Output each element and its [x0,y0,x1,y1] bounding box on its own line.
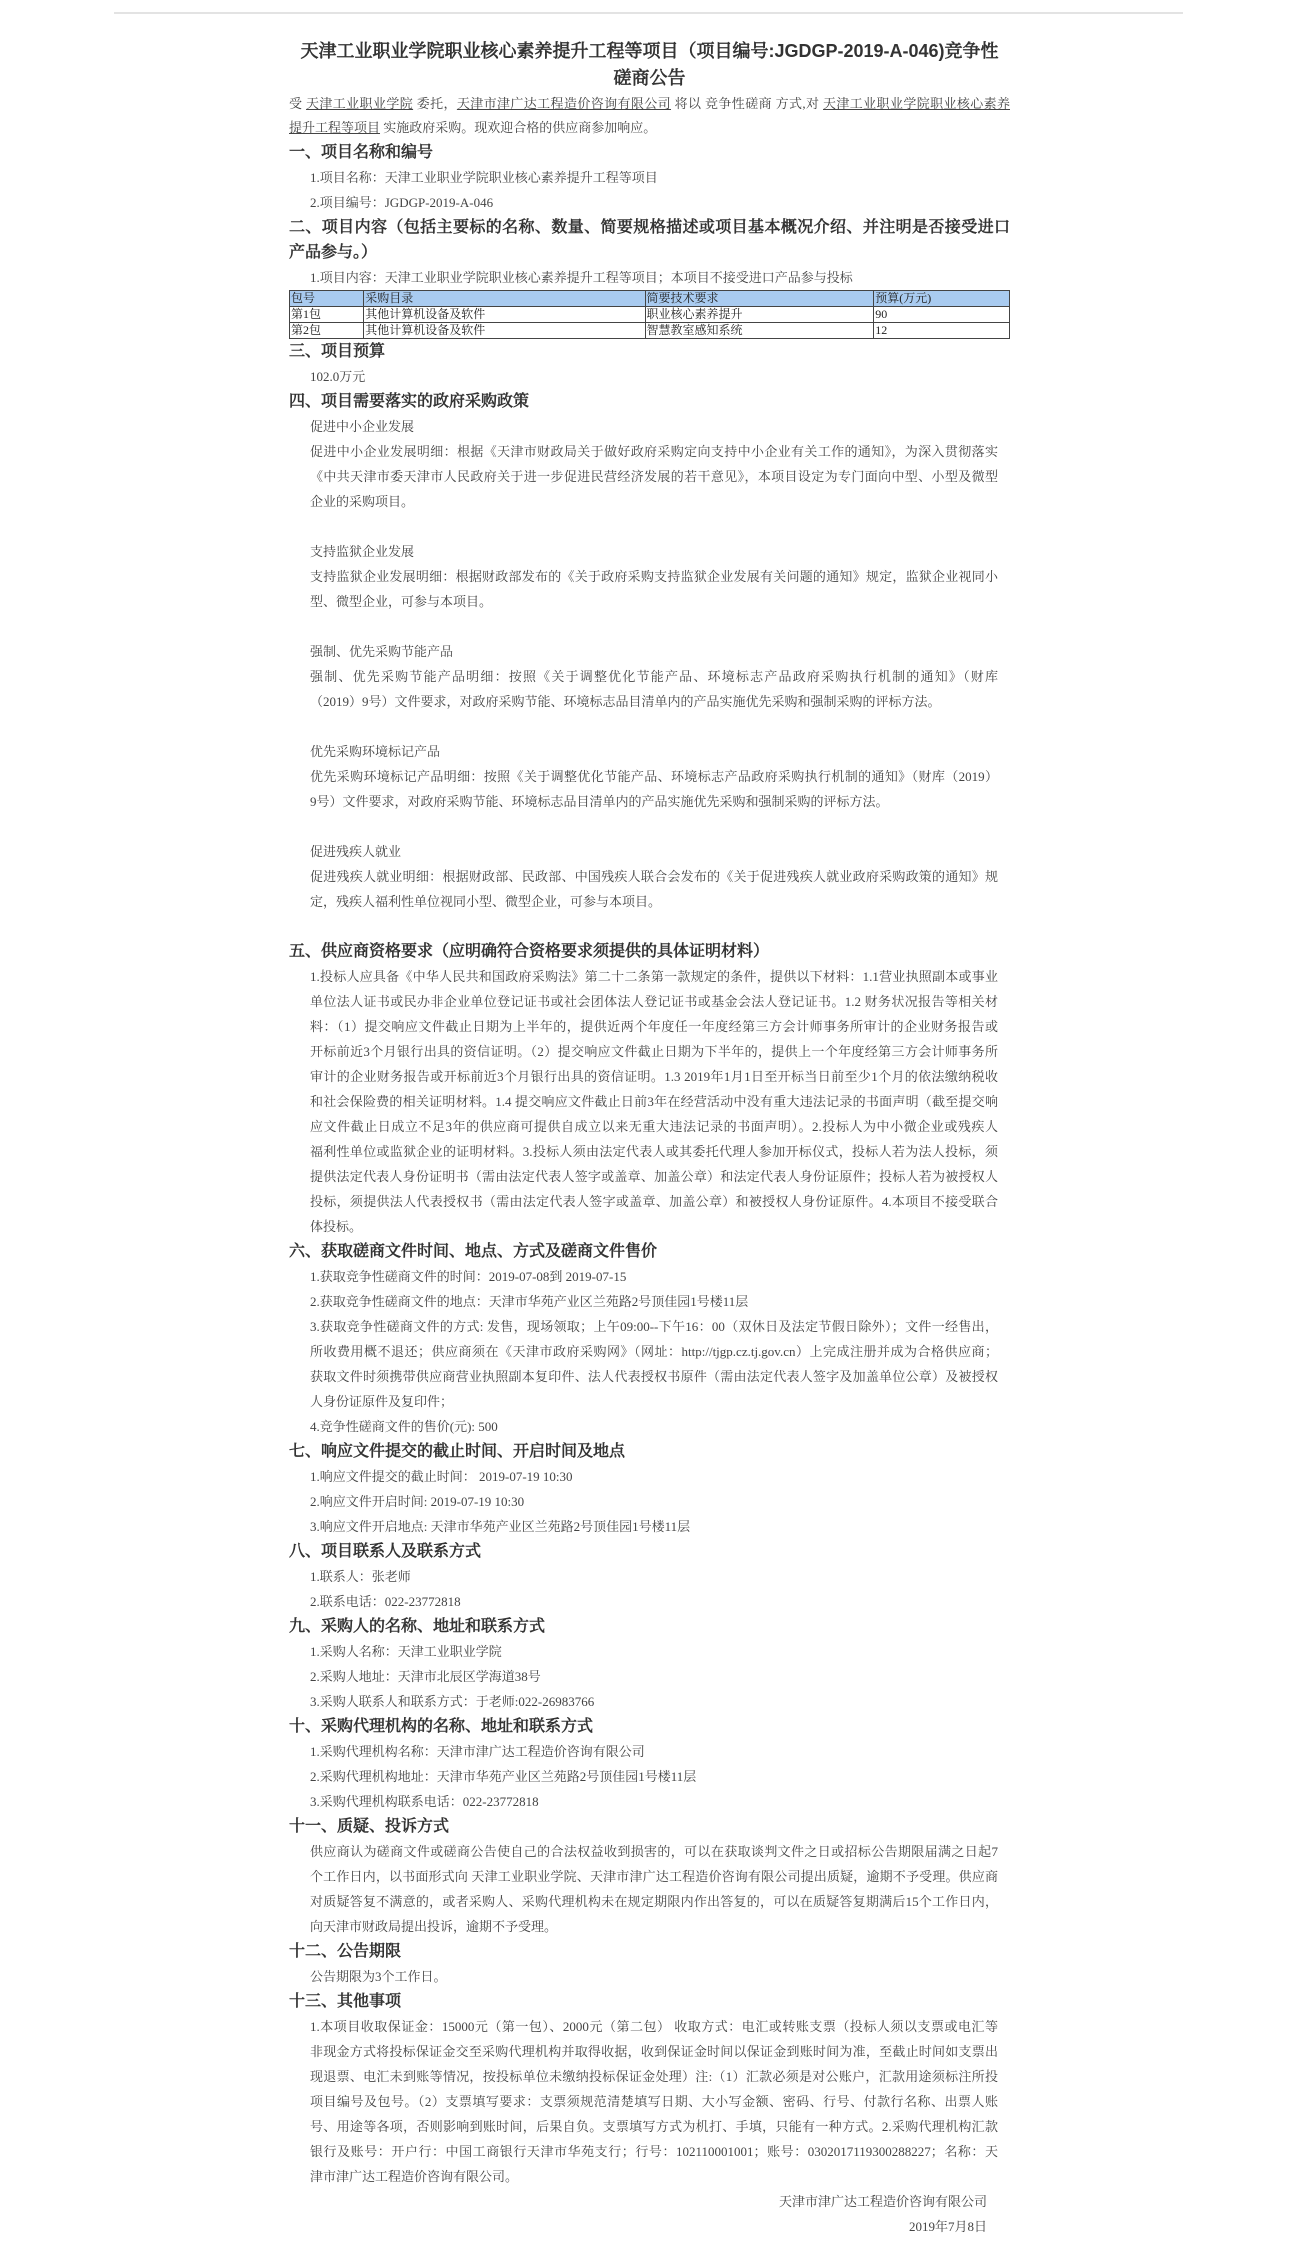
heading-line: 八、项目联系人及联系方式 [289,1543,482,1560]
paragraph [289,2014,1010,2189]
intro-paragraph [289,92,1010,140]
text-line: 9号）文件要求，对政府采购节能、环境标志品目清单内的产品实施优先采购和强制采购的评标方法。 [310,794,889,809]
paragraph [289,364,1010,389]
paragraph [289,1264,1010,1289]
paragraph [289,190,1010,215]
text-line: 支持监狱企业发展明细：根据财政部发布的《关于政府采购支持监狱企业发展有关问题的通知》规定，监狱企业视同小 [310,569,998,584]
paragraph [289,964,1010,1239]
intro-entrust: 委托， [416,96,457,111]
cell-requirements: 职业核心素养提升 [645,307,874,323]
column-header-budget: 预算(万元) [874,291,1010,307]
column-header-package: 包号 [290,291,364,307]
policy-block [289,539,1010,614]
text-line: 强制、优先采购节能产品明细：按照《关于调整优化节能产品、环境标志产品政府采购执行机制的通知》（财库 [310,669,998,684]
text-line: 定，残疾人福利性单位视同小型、微型企业，可参与本项目。 [310,894,662,909]
text-line: 1.采购代理机构名称：天津市津广达工程造价咨询有限公司 [310,1744,645,1759]
heading-line: 四、项目需要落实的政府采购政策 [289,393,530,410]
text-line: 2.响应文件开启时间: 2019-07-19 10:30 [310,1494,525,1509]
policy-title: 促进残疾人就业 [310,844,402,859]
intro-line [289,116,1010,140]
section-heading [289,1439,1010,1464]
heading-line: 十二、公告期限 [289,1943,402,1960]
text-line: 3.采购人联系人和联系方式：于老师:022-26983766 [310,1694,595,1709]
paragraph [289,1414,1010,1439]
text-line: 号、用途等各项，否则影响到账时间，后果自负。支票填写方式为机打、手填，只能有一种方式。2.采购代理机构汇款 [310,2119,998,2134]
section-deadline [289,1439,1010,1539]
text-line: 供应商认为磋商文件或磋商公告使自己的合法权益收到损害的，可以在获取谈判文件之日或招标公告期限届满之日起7 [310,1844,998,1859]
text-line: 1.项目名称：天津工业职业学院职业核心素养提升工程等项目 [310,170,658,185]
text-line: 提供法定代表人身份证明书（需由法定代表人签字或盖章、加盖公章）和法定代表人身份证原件；投标人若为被授权人 [310,1169,998,1184]
heading-line: 十、采购代理机构的名称、地址和联系方式 [289,1718,594,1735]
cell-catalog: 其他计算机设备及软件 [364,307,645,323]
cell-requirements: 智慧教室感知系统 [645,323,874,339]
heading-line: 产品参与。） [289,244,378,261]
text-line: 1.联系人：张老师 [310,1569,411,1584]
paragraph [289,1314,1010,1414]
text-line: 3.采购代理机构联系电话：022-23772818 [310,1794,539,1809]
section-project-contact [289,1539,1010,1614]
section-complaints [289,1814,1010,1939]
section-heading [289,1239,1010,1264]
text-line: 和社会保险费的相关证明材料。1.4 提交响应文件截止日前3年在经营活动中没有重大违法记录的书面声明（截至提交响 [310,1094,998,1109]
text-line: 型、微型企业，可参与本项目。 [310,594,493,609]
text-line: 1.采购人名称：天津工业职业学院 [310,1644,502,1659]
section-agency [289,1714,1010,1814]
package-table [289,290,1010,339]
text-line: 促进残疾人就业明细：根据财政部、民政部、中国残疾人联合会发布的《关于促进残疾人就业政府采购政策的通知》规 [310,869,998,884]
section-heading [289,389,1010,414]
text-line: 审计的企业财务报告或开标前近3个月银行出具的资信证明。1.3 2019年1月1日至开标当日前至少1个月的依法缴纳税收 [310,1069,998,1084]
text-line: 单位法人证书或民办非企业单位登记证书或社会团体法人登记证书或基金会法人登记证书。1.2 财务状况报告等相关材 [310,994,998,1009]
paragraph [289,1764,1010,1789]
text-line: 项目编号及包号。（2）支票填写要求：支票须规范清楚填写日期、大小写金额、密码、行号、付款行名称、出票人账 [310,2094,998,2109]
cell-catalog: 其他计算机设备及软件 [364,323,645,339]
agency-name: 天津市津广达工程造价咨询有限公司 [456,96,671,111]
text-line: 2.项目编号：JGDGP-2019-A-046 [310,195,494,210]
text-line: 4.竞争性磋商文件的售价(元): 500 [310,1419,498,1434]
table-row [290,323,1010,339]
policy-block [289,414,1010,514]
intro-manner: 方式,对 [775,96,820,111]
text-line: 1.本项目收取保证金：15000元（第一包）、2000元（第二包） 收取方式：电汇或转账支票（投标人须以支票或电汇等 [310,2019,998,2034]
text-line: 银行及账号：开户行：中国工商银行天津市华苑支行；行号：102110001001；账号：0302017119300288227；名称：天 [310,2144,998,2159]
text-line: 促进中小企业发展明细：根据《天津市财政局关于做好政府采购定向支持中小企业有关工作的通知》，为深入贯彻落实 [310,444,998,459]
policy-title: 支持监狱企业发展 [310,544,415,559]
text-line: 3.响应文件开启地点: 天津市华苑产业区兰苑路2号顶佳园1号楼11层 [310,1519,691,1534]
intro-line [289,92,1010,116]
policy-block [289,839,1010,914]
section-other-matters [289,1989,1010,2189]
text-line: 获取文件时须携带供应商营业执照副本复印件、法人代表授权书原件（需由法定代表人签字及加盖单位公章）及被授权 [310,1369,998,1384]
cell-package: 第2包 [290,323,364,339]
text-line: 向天津市财政局提出投诉，逾期不予受理。 [310,1919,558,1934]
text-line: 《中共天津市委天津市人民政府关于进一步促进民营经济发展的若干意见》，本项目设定为专门面向中型、小型及微型 [310,469,998,484]
text-line: 料：（1）提交响应文件截止日期为上半年的，提供近两个年度任一年度经第三方会计师事务所审计的企业财务报告或 [310,1019,998,1034]
title-line: 天津工业职业学院职业核心素养提升工程等项目（项目编号:JGDGP-2019-A-046)竞争性 [300,41,999,61]
text-line: 1.投标人应具备《中华人民共和国政府采购法》第二十二条第一款规定的条件，提供以下材料：1.1营业执照副本或事业 [310,969,998,984]
text-line: 1.项目内容：天津工业职业学院职业核心素养提升工程等项目；本项目不接受进口产品参与投标 [310,270,853,285]
heading-line: 二、项目内容（包括主要标的名称、数量、简要规格描述或项目基本概况介绍、并注明是否接受进口 [289,219,1010,236]
section-project-name [289,140,1010,215]
text-line: 1.获取竞争性磋商文件的时间：2019-07-08到 2019-07-15 [310,1269,627,1284]
title-line: 磋商公告 [613,68,686,88]
section-heading [289,140,1010,165]
paragraph [289,1689,1010,1714]
section-obtain-documents [289,1239,1010,1439]
paragraph [289,1639,1010,1664]
text-line: 津市津广达工程造价咨询有限公司。 [310,2169,519,2184]
section-heading [289,1614,1010,1639]
section-heading [289,1989,1010,2014]
text-line: 应文件截止日成立不足3年的供应商可提供自成立以来无重大违法记录的书面声明）。2.投标人为中小微企业或残疾人 [310,1119,998,1134]
paragraph [289,1789,1010,1814]
paragraph [289,1589,1010,1614]
section-heading [289,1714,1010,1739]
signature-company: 天津市津广达工程造价咨询有限公司 [778,2194,987,2209]
purchaser-name: 天津工业职业学院 [306,96,414,111]
policy-block [289,739,1010,814]
table-header-row [290,291,1010,307]
heading-line: 九、采购人的名称、地址和联系方式 [289,1618,546,1635]
project-name-part1: 天津工业职业学院职业核心素养 [823,96,1010,111]
text-line: 非现金方式将投标保证金交至采购代理机构并取得收据，收到保证金时间以保证金到账时间为准，至截止时间如支票出 [310,2044,998,2059]
intro-will-use: 将以 [674,96,702,111]
paragraph [289,1664,1010,1689]
text-line: 3.获取竞争性磋商文件的方式: 发售，现场领取；上午09:00--下午16：00（双休日及法定节假日除外）；文件一经售出， [310,1319,998,1334]
text-line: 体投标。 [310,1219,363,1234]
paragraph [289,1489,1010,1514]
page-container [114,12,1183,2252]
paragraph [289,165,1010,190]
paragraph [289,265,1010,290]
heading-line: 六、获取磋商文件时间、地点、方式及磋商文件售价 [289,1243,658,1260]
paragraph [289,1464,1010,1489]
policy-title: 优先采购环境标记产品 [310,744,441,759]
heading-line: 十三、其他事项 [289,1993,402,2010]
paragraph [289,1739,1010,1764]
text-line: 2.联系电话：022-23772818 [310,1594,461,1609]
section-project-content [289,215,1010,339]
paragraph [289,1839,1010,1939]
cell-package: 第1包 [290,307,364,323]
intro-prefix: 受 [289,96,303,111]
notice-article [289,14,1010,2239]
cell-budget: 12 [874,323,1010,339]
paragraph [289,1289,1010,1314]
heading-line: 一、项目名称和编号 [289,144,434,161]
text-line: 现退票、电汇未到账等情况，按投标单位未缴纳投标保证金处理）注:（1）汇款必须是对公账户，汇款用途须标注所投 [310,2069,998,2084]
text-line: 公告期限为3个工作日。 [310,1969,447,1984]
section-budget [289,339,1010,389]
text-line: 1.响应文件提交的截止时间： 2019-07-19 10:30 [310,1469,573,1484]
paragraph [289,1514,1010,1539]
text-line: 2.获取竞争性磋商文件的地点：天津市华苑产业区兰苑路2号顶佳园1号楼11层 [310,1294,749,1309]
text-line: 福利性单位或监狱企业的证明材料。3.投标人须由法定代表人或其委托代理人参加开标仪式，投标人若为法人投标，须 [310,1144,998,1159]
policy-title: 促进中小企业发展 [310,419,415,434]
text-line: 对质疑答复不满意的，或者采购人、采购代理机构未在规定期限内作出答复的，可以在质疑答复期满后15个工作日内， [310,1894,998,1909]
heading-line: 五、供应商资格要求（应明确符合资格要求须提供的具体证明材料） [289,943,770,960]
cell-budget: 90 [874,307,1010,323]
intro-suffix: 实施政府采购。现欢迎合格的供应商参加响应。 [383,120,657,135]
text-line: （2019）9号）文件要求，对政府采购节能、环境标志品目清单内的产品实施优先采购和强制采购的评标方法。 [310,694,941,709]
policy-block [289,639,1010,714]
policy-title: 强制、优先采购节能产品 [310,644,454,659]
text-line: 2.采购代理机构地址：天津市华苑产业区兰苑路2号顶佳园1号楼11层 [310,1769,697,1784]
section-supplier-qualifications [289,939,1010,1239]
section-heading [289,1539,1010,1564]
text-line: 企业的采购项目。 [310,494,415,509]
project-name-part2: 提升工程等项目 [289,120,381,135]
signature-date: 2019年7月8日 [908,2219,987,2234]
section-policies [289,389,1010,914]
section-notice-period [289,1939,1010,1989]
text-line: 优先采购环境标记产品明细：按照《关于调整优化节能产品、环境标志产品政府采购执行机制的通知》（财库（2019） [310,769,998,784]
text-line: 开标前近3个月银行出具的资信证明。（2）提交响应文件截止日期为下半年的，提供上一个年度经第三方会计师事务所 [310,1044,998,1059]
text-line: 人身份证原件及复印件； [310,1394,454,1409]
table-row [290,307,1010,323]
paragraph [289,1564,1010,1589]
section-heading [289,339,1010,364]
column-header-catalog: 采购目录 [364,291,645,307]
signature-block [289,2189,1010,2239]
paragraph [289,1964,1010,1989]
text-line: 投标，须提供法人代表授权书（需由法定代表人签字或盖章、加盖公章）和被授权人身份证原件。4.本项目不接受联合 [310,1194,998,1209]
section-heading [289,1814,1010,1839]
procurement-method: 竞争性磋商 [705,96,772,111]
column-header-requirements: 简要技术要求 [645,291,874,307]
heading-line: 七、响应文件提交的截止时间、开启时间及地点 [289,1443,626,1460]
heading-line: 十一、质疑、投诉方式 [289,1818,450,1835]
text-line: 个工作日内，以书面形式向 天津工业职业学院、天津市津广达工程造价咨询有限公司提出质疑，逾期不予受理。供应商 [310,1869,998,1884]
section-heading [289,215,1010,265]
section-heading [289,1939,1010,1964]
section-purchaser [289,1614,1010,1714]
budget-value: 102.0万元 [310,369,366,384]
heading-line: 三、项目预算 [289,343,386,360]
text-line: 2.采购人地址：天津市北辰区学海道38号 [310,1669,541,1684]
page-title [289,38,1010,92]
text-line: 所收费用概不退还；供应商须在《天津市政府采购网》（网址：http://tjgp.cz.tj.gov.cn）上完成注册并成为合格供应商； [310,1344,998,1359]
section-heading [289,939,1010,964]
